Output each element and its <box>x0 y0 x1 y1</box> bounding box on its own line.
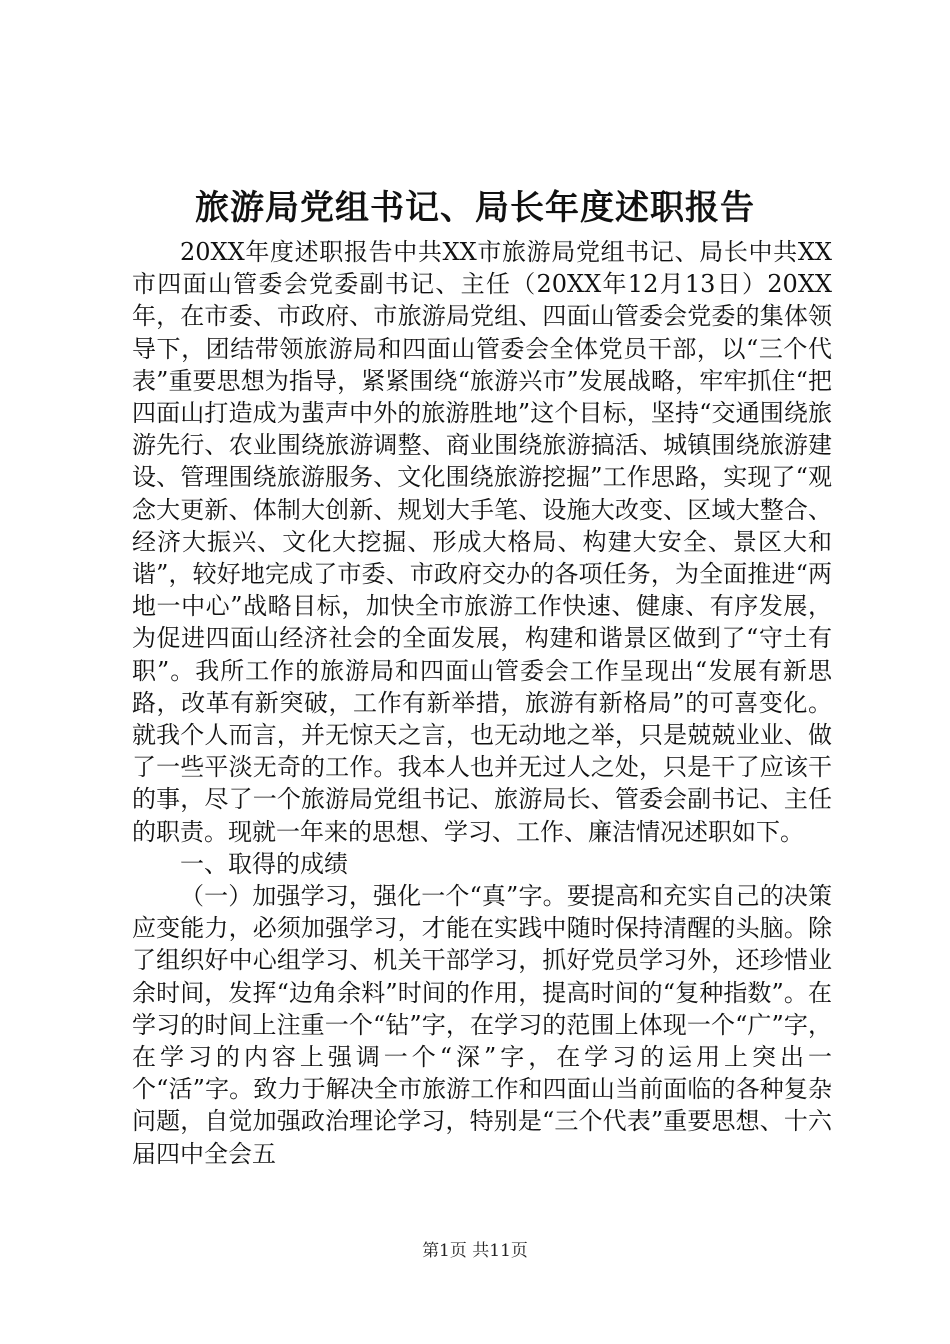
paragraph-intro: 20XX年度述职报告中共XX市旅游局党组书记、局长中共XX市四面山管委会党委副书记、主任（20XX年12月13日）20XX年，在市委、市政府、市旅游局党组、四面山管委会党委的集体领导下，团结带领旅游局和四面山管委会全体党员干部，以“三个代表”重要思想为指导，紧紧围绕“旅游兴市”发展战略，牢牢抓住“把四面山打造成为蜚声中外的旅游胜地”这个目标，坚持“交通围绕旅游先行、农业围绕旅游调整、商业围绕旅游搞活、城镇围绕旅游建设、管理围绕旅游服务、文化围绕旅游挖掘”工作思路，实现了“观念大更新、体制大创新、规划大手笔、设施大改变、区域大整合、经济大振兴、文化大挖掘、形成大格局、构建大安全、景区大和谐”，较好地完成了市委、市政府交办的各项任务，为全面推进“两地一中心”战略目标，加快全市旅游工作快速、健康、有序发展，为促进四面山经济社会的全面发展，构建和谐景区做到了“守土有职”。我所工作的旅游局和四面山管委会工作呈现出“发展有新思路，改革有新突破，工作有新举措，旅游有新格局”的可喜变化。就我个人而言，并无惊天之言，也无动地之举，只是兢兢业业、做了一些平淡无奇的工作。我本人也并无过人之处，只是干了应该干的事，尽了一个旅游局党组书记、旅游局长、管委会副书记、主任的职责。现就一年来的思想、学习、工作、廉洁情况述职如下。 <box>132 238 832 846</box>
document-body <box>132 236 832 1170</box>
section-heading: 一、取得的成绩 <box>180 849 348 878</box>
paragraph-study: （一）加强学习，强化一个“真”字。要提高和充实自己的决策应变能力，必须加强学习，才能在实践中随时保持清醒的头脑。除了组织好中心组学习、机关干部学习，抓好党员学习外，还珍惜业余时间，发挥“边角余料”时间的作用，提高时间的“复种指数”。在学习的时间上注重一个“钻”字，在学习的范围上体现一个“广”字，在学习的内容上强调一个“深”字，在学习的运用上突出一个“活”字。致力于解决全市旅游工作和四面山当前面临的各种复杂问题，自觉加强政治理论学习，特别是“三个代表”重要思想、十六届四中全会五 <box>132 882 832 1168</box>
document-title: 旅游局党组书记、局长年度述职报告 <box>195 188 755 228</box>
page-number: 第1页 共11页 <box>422 1241 528 1261</box>
